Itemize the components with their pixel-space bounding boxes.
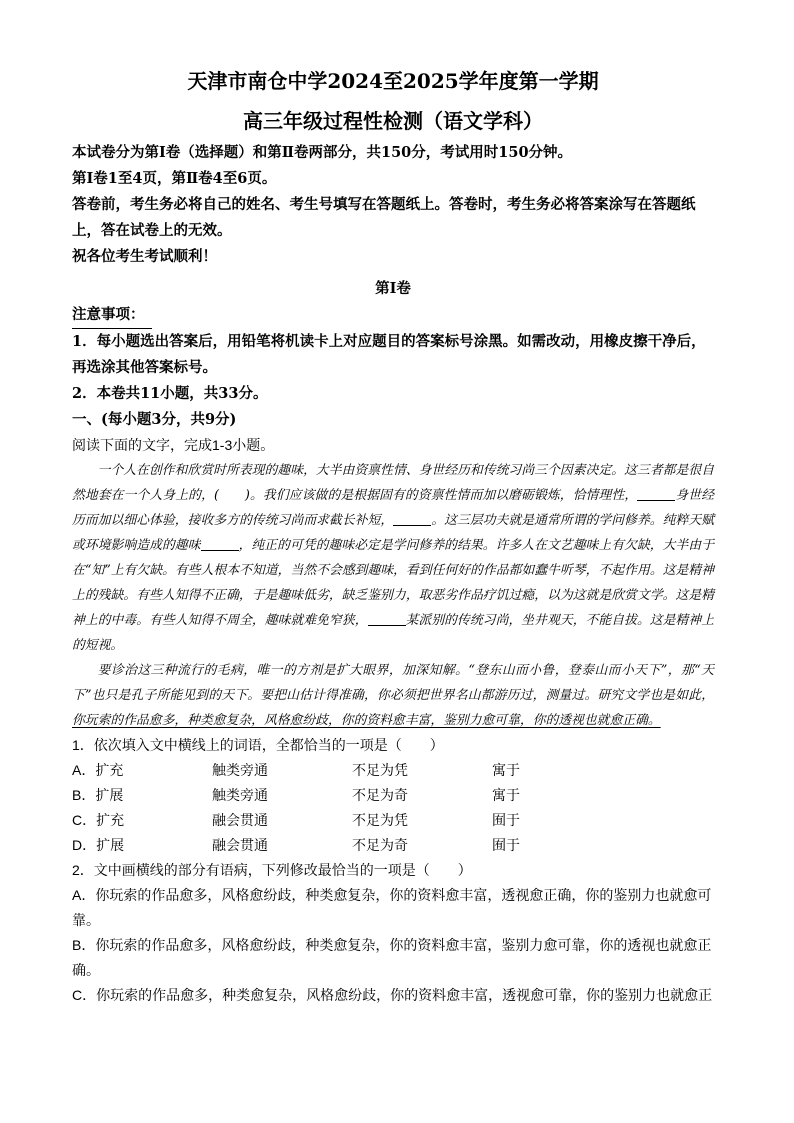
passage-paragraph-1: 一个人在创作和欣赏时所表现的趣味，大半由资禀性情、身世经历和传统习尚三个因素决定。这三者都是很自然地套在一个人身上的，( )。我们应该做的是根据固有的资禀性情而加以磨砺锻炼，恰情理性， 身世经历而加以细心体验，接收多方的传统习尚而求截长补短， 。这三层功夫就是通常所谓的学问修养。纯粹天赋或环境影响造成的趣味 ，纯正的可凭的趣味必定是学问修养的结果。许多人在文艺趣味上有欠缺，大半由于在“知”上有欠缺。有些人根本不知道，当然不会感到趣味，看到任何好的作品都如蠢牛听琴，不起作用。这是精神上的残缺。有些人知得不正确，于是趣味低劣，缺乏鉴别力，取恶劣作品疗饥过瘾，以为这就是欣赏文学。这是精神上的中毒。有些人知得不周全，趣味就难免窄狭， 某派别的传统习尚，坐井观天，不能自拔。这是精神上的短视。 bbox=[72, 463, 715, 653]
fill-blank bbox=[368, 611, 406, 626]
question-2-option-b[interactable]: B．你玩索的作品愈多，风格愈纷歧，种类愈复杂，你的资料愈丰富，鉴别力愈可靠，你的透视也就愈正确。 bbox=[72, 937, 712, 978]
reading-instruction: 阅读下面的文字，完成1-3小题。 bbox=[72, 437, 275, 453]
fill-blank bbox=[393, 511, 431, 526]
notice-1: 1．每小题选出答案后，用铅笔将机读卡上对应题目的答案标号涂黑。如需改动，用橡皮擦干净后，再选涂其他答案标号。 bbox=[72, 333, 706, 376]
fill-blank bbox=[201, 536, 239, 551]
question-2-option-a[interactable]: A．你玩索的作品愈多，风格愈纷歧，种类愈复杂，你的资料愈丰富，透视愈正确，你的鉴别力也就愈可靠。 bbox=[72, 887, 712, 928]
question-1-option-c[interactable]: C．扩充 融会贯通 不足为凭 囿于 bbox=[72, 812, 520, 828]
exam-subtitle: 高三年级过程性检测（语文学科） bbox=[243, 109, 543, 133]
question-2-stem: 2．文中画横线的部分有语病，下列修改最恰当的一项是（ ） bbox=[72, 862, 472, 878]
part-heading: 一、(每小题3分，共9分) bbox=[72, 411, 237, 428]
notice-title: 注意事项： bbox=[72, 302, 152, 329]
question-1 bbox=[72, 733, 714, 858]
intro-line-1: 本试卷分为第Ⅰ卷（选择题）和第Ⅱ卷两部分，共150分，考试用时150分钟。 bbox=[72, 144, 573, 161]
question-1-option-a[interactable]: A．扩充 触类旁通 不足为凭 寓于 bbox=[72, 762, 520, 778]
intro-line-4: 祝各位考生考试顺利！ bbox=[72, 248, 217, 265]
exam-title: 天津市南仓中学2024至2025学年度第一学期 bbox=[187, 69, 599, 93]
section-title: 第Ⅰ卷 bbox=[375, 280, 411, 297]
question-2-option-c[interactable]: C．你玩索的作品愈多，种类愈复杂，风格愈纷歧，你的资料愈丰富，透视愈可靠，你的鉴别力也就愈正 bbox=[72, 987, 713, 1003]
fill-blank bbox=[637, 486, 675, 501]
question-1-option-b[interactable]: B．扩展 触类旁通 不足为奇 寓于 bbox=[72, 787, 520, 803]
question-2 bbox=[72, 858, 714, 1008]
intro-line-2: 第Ⅰ卷1至4页，第Ⅱ卷4至6页。 bbox=[72, 170, 277, 187]
intro-line-3: 答卷前，考生务必将自己的姓名、考生号填写在答题纸上。答卷时，考生务必将答案涂写在答题纸上，答在试卷上的无效。 bbox=[72, 196, 696, 239]
reading-passage bbox=[72, 458, 714, 733]
question-1-stem: 1．依次填入文中横线上的词语，全都恰当的一项是（ ） bbox=[72, 737, 444, 753]
question-1-option-d[interactable]: D．扩展 融会贯通 不足为奇 囿于 bbox=[72, 837, 520, 853]
exam-instructions bbox=[72, 140, 714, 270]
passage-paragraph-2: 要诊治这三种流行的毛病，唯一的方剂是扩大眼界，加深知解。“登东山而小鲁，登泰山而小天下”，那“天下”也只是孔子所能见到的天下。要把山估计得准确，你必须把世界名山都游历过，测量过。研究文学也是如此，你玩索的作品愈多，种类愈复杂，风格愈纷歧，你的资料愈丰富，鉴别力愈可靠，你的透视也就愈正确。 bbox=[72, 663, 714, 728]
underlined-sentence: 你玩索的作品愈多，种类愈复杂，风格愈纷歧，你的资料愈丰富，鉴别力愈可靠，你的透视也就愈正确。 bbox=[72, 713, 661, 728]
notice-2: 2．本卷共11小题，共33分。 bbox=[72, 385, 268, 402]
